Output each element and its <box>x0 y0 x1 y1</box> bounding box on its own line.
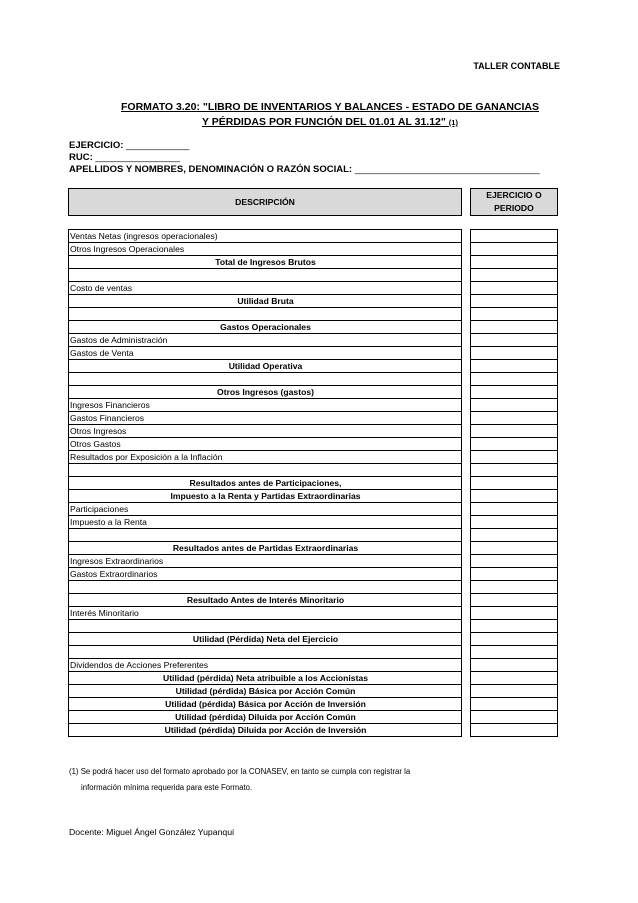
row-value-cell[interactable] <box>471 282 558 295</box>
row-value-cell[interactable] <box>471 581 558 594</box>
table-row <box>69 607 558 620</box>
row-gap <box>462 425 471 438</box>
row-value-cell[interactable] <box>471 607 558 620</box>
footnote-line-1: (1) Se podrá hacer uso del formato aprobado por la CONASEV, en tanto se cumpla con registrar la <box>69 767 411 776</box>
row-description: Ingresos Extraordinarios <box>69 555 462 568</box>
row-value-cell[interactable] <box>471 516 558 529</box>
table-row <box>69 373 558 386</box>
row-gap <box>462 490 471 503</box>
row-gap <box>462 724 471 737</box>
row-value-cell[interactable] <box>471 399 558 412</box>
nombres-label: APELLIDOS Y NOMBRES, DENOMINACIÓN O RAZÓN SOCIAL: <box>69 164 353 175</box>
row-description <box>69 464 462 477</box>
title-note: (1) <box>448 118 458 127</box>
row-gap <box>462 308 471 321</box>
row-description: Ventas Netas (ingresos operacionales) <box>69 230 462 243</box>
table-row <box>69 269 558 282</box>
row-description: Otros Ingresos Operacionales <box>69 243 462 256</box>
row-gap <box>462 646 471 659</box>
table-row <box>69 672 558 685</box>
row-description: Gastos Financieros <box>69 412 462 425</box>
row-value-cell[interactable] <box>471 646 558 659</box>
table-row <box>69 243 558 256</box>
row-value-cell[interactable] <box>471 542 558 555</box>
row-gap <box>462 633 471 646</box>
header-descripcion: DESCRIPCIÓN <box>69 189 462 216</box>
page-title <box>60 100 600 130</box>
footnote-line-2: información mínima requerida para este Formato. <box>81 783 253 792</box>
row-description <box>69 373 462 386</box>
table-row <box>69 282 558 295</box>
row-gap <box>462 243 471 256</box>
table-row <box>69 360 558 373</box>
table-row <box>69 594 558 607</box>
row-description: Impuesto a la Renta y Partidas Extraordinarias <box>69 490 462 503</box>
row-description <box>69 308 462 321</box>
table-row <box>69 490 558 503</box>
row-description: Total de Ingresos Brutos <box>69 256 462 269</box>
docente-credit: Docente: Miguel Ángel González Yupanqui <box>69 827 235 837</box>
row-description: Utilidad (Pérdida) Neta del Ejercicio <box>69 633 462 646</box>
row-value-cell[interactable] <box>471 594 558 607</box>
row-value-cell[interactable] <box>471 269 558 282</box>
row-value-cell[interactable] <box>471 529 558 542</box>
header-org: TALLER CONTABLE <box>473 61 560 71</box>
header-gap <box>462 189 471 216</box>
table-row <box>69 646 558 659</box>
row-value-cell[interactable] <box>471 438 558 451</box>
table-row <box>69 477 558 490</box>
ruc-line <box>69 152 180 164</box>
table-row <box>69 581 558 594</box>
row-value-cell[interactable] <box>471 308 558 321</box>
row-value-cell[interactable] <box>471 256 558 269</box>
header-ejercicio-line-1: EJERCICIO O <box>486 190 542 200</box>
row-gap <box>462 620 471 633</box>
row-value-cell[interactable] <box>471 490 558 503</box>
row-description: Utilidad Operativa <box>69 360 462 373</box>
table-row <box>69 724 558 737</box>
row-gap <box>462 542 471 555</box>
row-value-cell[interactable] <box>471 633 558 646</box>
table-row <box>69 451 558 464</box>
nombres-field[interactable]: ___________________________________ <box>354 164 540 175</box>
row-gap <box>462 711 471 724</box>
row-gap <box>462 451 471 464</box>
row-description: Utilidad (pérdida) Diluida por Acción de Inversión <box>69 724 462 737</box>
row-value-cell[interactable] <box>471 295 558 308</box>
row-value-cell[interactable] <box>471 425 558 438</box>
row-gap <box>462 659 471 672</box>
title-line-2-text: Y PÉRDIDAS POR FUNCIÓN DEL 01.01 AL 31.12" <box>202 116 446 128</box>
row-description: Resultados antes de Participaciones, <box>69 477 462 490</box>
row-description: Impuesto a la Renta <box>69 516 462 529</box>
table-row <box>69 529 558 542</box>
row-description <box>69 620 462 633</box>
title-line-2 <box>60 115 600 130</box>
table-spacer <box>69 216 558 230</box>
row-value-cell[interactable] <box>471 360 558 373</box>
table-row <box>69 308 558 321</box>
ejercicio-line <box>69 140 189 152</box>
row-value-cell[interactable] <box>471 659 558 672</box>
row-description: Utilidad (pérdida) Diluida por Acción Común <box>69 711 462 724</box>
row-gap <box>462 256 471 269</box>
row-description: Costo de ventas <box>69 282 462 295</box>
row-gap <box>462 269 471 282</box>
row-description <box>69 581 462 594</box>
row-gap <box>462 230 471 243</box>
row-description: Resultados antes de Partidas Extraordinarias <box>69 542 462 555</box>
table-row <box>69 516 558 529</box>
row-description: Resultados por Exposición a la Inflación <box>69 451 462 464</box>
footnote <box>69 764 489 796</box>
row-description: Gastos de Venta <box>69 347 462 360</box>
row-gap <box>462 412 471 425</box>
row-value-cell[interactable] <box>471 620 558 633</box>
row-value-cell[interactable] <box>471 230 558 243</box>
row-description: Gastos de Administración <box>69 334 462 347</box>
row-gap <box>462 672 471 685</box>
row-description: Otros Gastos <box>69 438 462 451</box>
row-gap <box>462 282 471 295</box>
table-header-row <box>69 189 558 216</box>
row-gap <box>462 529 471 542</box>
table-row <box>69 425 558 438</box>
row-value-cell[interactable] <box>471 685 558 698</box>
row-value-cell[interactable] <box>471 711 558 724</box>
row-description <box>69 529 462 542</box>
header-ejercicio-line-2: PERIODO <box>494 203 534 213</box>
row-value-cell[interactable] <box>471 672 558 685</box>
table-row <box>69 698 558 711</box>
nombres-line <box>69 164 540 176</box>
row-description: Resultado Antes de Interés Minoritario <box>69 594 462 607</box>
row-gap <box>462 516 471 529</box>
row-gap <box>462 321 471 334</box>
row-value-cell[interactable] <box>471 373 558 386</box>
table-row <box>69 321 558 334</box>
row-value-cell[interactable] <box>471 503 558 516</box>
table-row <box>69 295 558 308</box>
row-gap <box>462 347 471 360</box>
row-gap <box>462 594 471 607</box>
row-value-cell[interactable] <box>471 464 558 477</box>
table-row <box>69 568 558 581</box>
row-gap <box>462 477 471 490</box>
row-value-cell[interactable] <box>471 321 558 334</box>
row-gap <box>462 295 471 308</box>
row-value-cell[interactable] <box>471 555 558 568</box>
ejercicio-label: EJERCICIO: <box>69 140 124 151</box>
row-value-cell[interactable] <box>471 451 558 464</box>
row-description: Utilidad (pérdida) Neta atribuible a los Accionistas <box>69 672 462 685</box>
row-description <box>69 269 462 282</box>
table-row <box>69 659 558 672</box>
table-row <box>69 555 558 568</box>
table-row <box>69 347 558 360</box>
row-gap <box>462 373 471 386</box>
table-row <box>69 230 558 243</box>
table-row <box>69 438 558 451</box>
table-row <box>69 711 558 724</box>
row-value-cell[interactable] <box>471 347 558 360</box>
row-value-cell[interactable] <box>471 334 558 347</box>
row-gap <box>462 685 471 698</box>
row-value-cell[interactable] <box>471 243 558 256</box>
row-gap <box>462 399 471 412</box>
table-row <box>69 503 558 516</box>
row-description: Otros Ingresos <box>69 425 462 438</box>
table-row <box>69 256 558 269</box>
table-row <box>69 542 558 555</box>
table-row <box>69 633 558 646</box>
row-gap <box>462 360 471 373</box>
row-description: Utilidad (pérdida) Básica por Acción Común <box>69 685 462 698</box>
row-value-cell[interactable] <box>471 412 558 425</box>
row-gap <box>462 555 471 568</box>
table-row <box>69 412 558 425</box>
table-row <box>69 386 558 399</box>
row-description: Gastos Operacionales <box>69 321 462 334</box>
ejercicio-field[interactable]: ____________ <box>126 140 190 151</box>
row-gap <box>462 386 471 399</box>
row-value-cell[interactable] <box>471 724 558 737</box>
row-value-cell[interactable] <box>471 698 558 711</box>
table-row <box>69 399 558 412</box>
row-value-cell[interactable] <box>471 477 558 490</box>
row-description: Dividendos de Acciones Preferentes <box>69 659 462 672</box>
row-description: Interés Minoritario <box>69 607 462 620</box>
row-description: Gastos Extraordinarios <box>69 568 462 581</box>
row-value-cell[interactable] <box>471 568 558 581</box>
row-value-cell[interactable] <box>471 386 558 399</box>
row-gap <box>462 503 471 516</box>
row-gap <box>462 607 471 620</box>
ruc-label: RUC: <box>69 152 93 163</box>
row-gap <box>462 568 471 581</box>
row-description: Utilidad (pérdida) Básica por Acción de Inversión <box>69 698 462 711</box>
row-gap <box>462 438 471 451</box>
row-description: Otros Ingresos (gastos) <box>69 386 462 399</box>
income-statement-table <box>68 188 558 737</box>
table-row <box>69 685 558 698</box>
row-gap <box>462 698 471 711</box>
table-row <box>69 620 558 633</box>
table-row <box>69 464 558 477</box>
ruc-field[interactable]: ________________ <box>95 152 180 163</box>
row-gap <box>462 581 471 594</box>
row-description <box>69 646 462 659</box>
header-ejercicio <box>471 189 558 216</box>
row-description: Utilidad Bruta <box>69 295 462 308</box>
title-line-1: FORMATO 3.20: "LIBRO DE INVENTARIOS Y BALANCES - ESTADO DE GANANCIAS <box>120 101 540 113</box>
table-row <box>69 334 558 347</box>
row-description: Ingresos Financieros <box>69 399 462 412</box>
row-description: Participaciones <box>69 503 462 516</box>
row-gap <box>462 334 471 347</box>
row-gap <box>462 464 471 477</box>
